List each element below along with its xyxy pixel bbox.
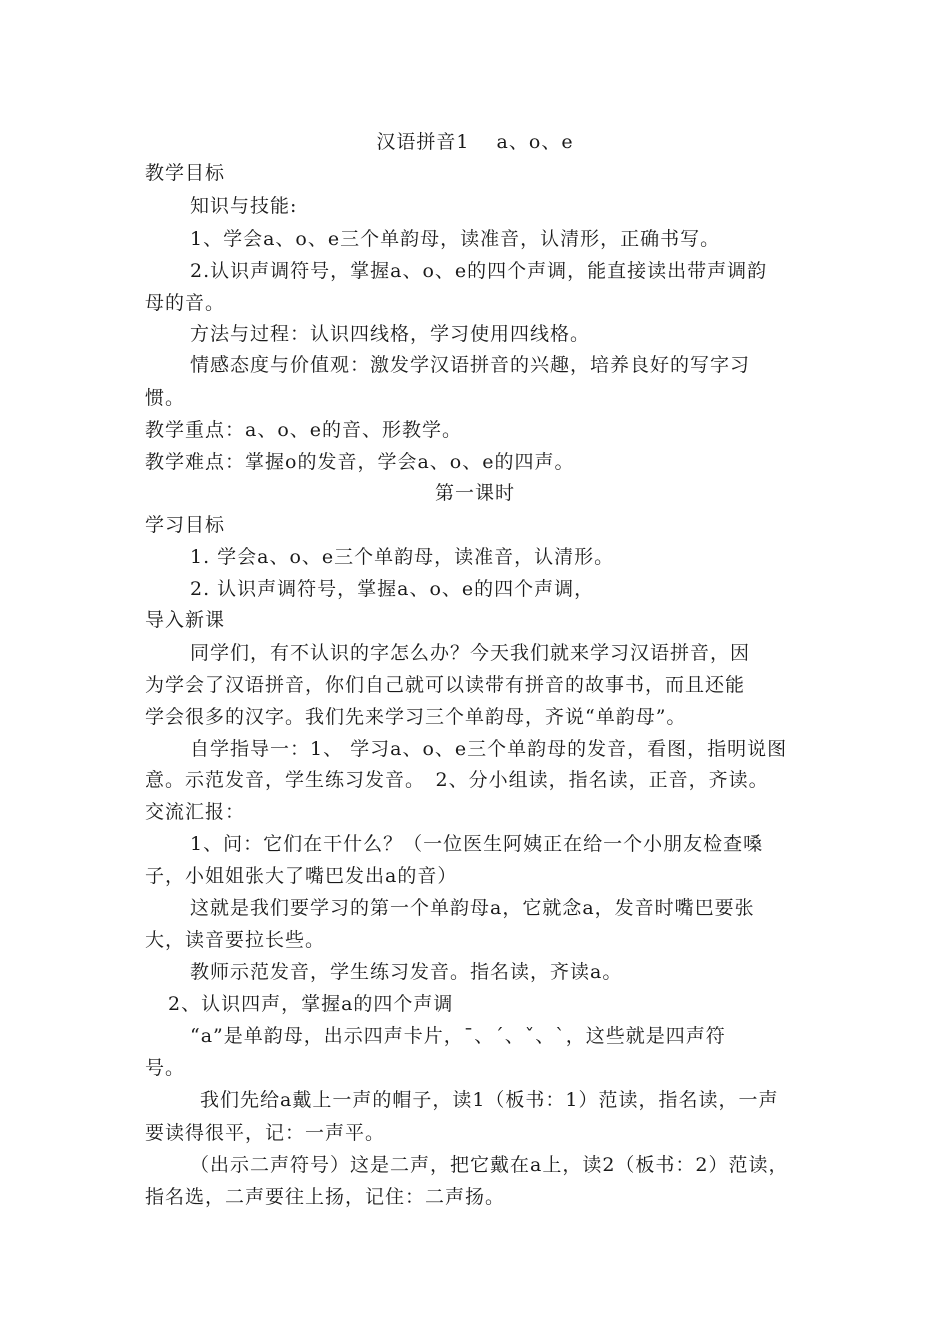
text-line: 教学重点：a、o、e的音、形教学。	[145, 419, 463, 441]
document-title: 汉语拼音1 a、o、e	[376, 131, 574, 153]
text-line: 2、认识四声，掌握a的四个声调	[168, 993, 454, 1015]
text-line: 要读得很平，记：一声平。	[145, 1122, 386, 1144]
text-line: 1. 学会a、o、e三个单韵母，读准音，认清形。	[190, 546, 615, 568]
text-line: 惯。	[145, 387, 186, 409]
text-line: 方法与过程：认识四线格，学习使用四线格。	[190, 323, 591, 345]
text-line: 知识与技能:	[190, 195, 298, 217]
section-heading: 教学目标	[145, 162, 226, 184]
text-line: 子，小姐姐张大了嘴巴发出a的音）	[145, 865, 458, 887]
text-line: （出示二声符号）这是二声，把它戴在a上，读2（板书：2）范读，	[190, 1154, 789, 1176]
text-line: 这就是我们要学习的第一个单韵母a，它就念a，发音时嘴巴要张	[190, 897, 755, 919]
text-line: 教师示范发音，学生练习发音。指名读，齐读a。	[190, 961, 623, 983]
section-heading: 导入新课	[145, 609, 226, 631]
text-line: 同学们，有不认识的字怎么办？今天我们就来学习汉语拼音，因	[190, 642, 751, 664]
text-line: 教学难点：掌握o的发音，学会a、o、e的四声。	[145, 451, 575, 473]
text-line: 1、学会a、o、e三个单韵母，读准音，认清形，正确书写。	[190, 228, 721, 250]
text-line: 大，读音要拉长些。	[145, 929, 326, 951]
text-line: 2.认识声调符号，掌握a、o、e的四个声调，能直接读出带声调韵	[190, 260, 768, 282]
text-line: 情感态度与价值观：激发学汉语拼音的兴趣，培养良好的写字习	[190, 354, 751, 376]
lesson-heading: 第一课时	[434, 482, 515, 504]
text-line: 指名选，二声要往上扬，记住：二声扬。	[145, 1186, 506, 1208]
text-line: 交流汇报：	[145, 801, 246, 823]
text-line: 自学指导一：1、 学习a、o、e三个单韵母的发音，看图，指明说图	[190, 738, 788, 760]
text-line: 意。示范发音，学生练习发音。 2、分小组读，指名读，正音，齐读。	[145, 769, 769, 791]
section-heading: 学习目标	[145, 514, 226, 536]
text-line: 1、问：它们在干什么？（一位医生阿姨正在给一个小朋友检查嗓	[190, 833, 764, 855]
text-line: 学会很多的汉字。我们先来学习三个单韵母，齐说“单韵母”。	[145, 706, 687, 728]
text-line: 号。	[145, 1057, 186, 1079]
text-line: 2. 认识声调符号，掌握a、o、e的四个声调，	[190, 578, 595, 600]
text-line: 母的音。	[145, 292, 226, 314]
text-line: 我们先给a戴上一声的帽子，读1（板书：1）范读，指名读，一声	[200, 1089, 779, 1111]
text-line: “a”是单韵母，出示四声卡片，ˉ、ˊ、ˇ、ˋ，这些就是四声符	[190, 1025, 726, 1047]
text-line: 为学会了汉语拼音，你们自己就可以读带有拼音的故事书，而且还能	[145, 674, 746, 696]
